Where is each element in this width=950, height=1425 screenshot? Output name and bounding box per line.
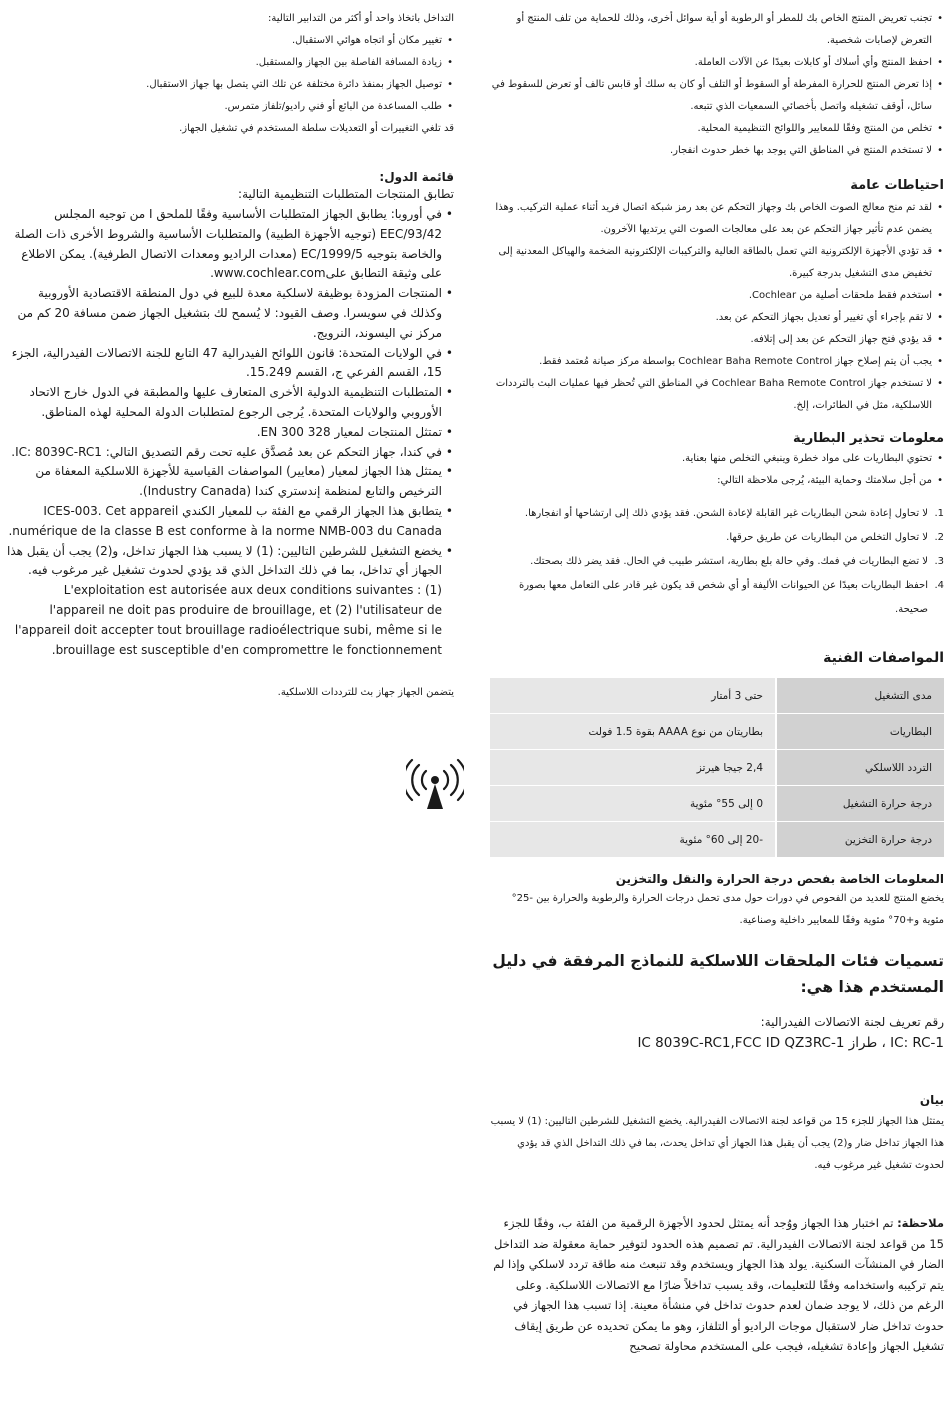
rf-line: يتضمن الجهاز جهاز بث للترددات اللاسلكية. [277,687,454,699]
list-item: 2. لا تحاول التخلص من البطاريات عن طريق حرقها. [726,532,944,543]
battery-warning-list [490,448,944,492]
fcc-ids: IC: RC-1 ، طراز IC 8039C-RC1,FCC ID QZ3RC-1 [637,1035,944,1051]
table-row [490,822,944,858]
spec-label: درجة حرارة التشغيل [776,786,944,822]
list-item: • لقد تم منح معالج الصوت الخاص بك وجهاز التحكم عن بعد رمز شبكة اتصال فريد أثناء عملية التركيب. وهذا يضمن عدم تأثير جهاز التحكم عن بعد على معالجات الصوت التي يرتديها الآخرون. [490,197,944,241]
list-item: • يمتثل هذا الجهاز لمعيار (معايير) المواصفات القياسية للأجهزة اللاسلكية المعفاة من الترخيص والتابع لمنظمة إندستري كندا (Industry Canada). [6,462,454,502]
list-item: • تجنب تعريض المنتج الخاص بك للمطر أو الرطوبة أو أية سوائل أخرى، وذلك للحماية من تلف المنتج أو التعرض لإصابات شخصية. [490,8,944,52]
list-item: • في كندا، جهاز التحكم عن بعد مُصدَّق عليه تحت رقم التصديق التالي: IC: 8039C-RC1. [6,443,454,463]
technical-specs-heading: المواصفات الفنية [823,650,944,666]
statement-heading: بيان [919,1093,944,1107]
list-item: • في أوروبا: يطابق الجهاز المتطلبات الأساسية وفقًا للملحق I من توجيه المجلس 93/42/EEC (توجيه الأجهزة الطبية) والمتطلبات الأساسية والشروط الأخرى ذات الصلة والخاصة بتوجيه 1999/5/EC (معدات الراديو ومعدات الاتصال الطرفية). يمكن الاطلاع على وثيقة التطابق علىwww.cochlear.com. [6,205,454,284]
list-item: 4. احفظ البطاريات بعيدًا عن الحيوانات الأليفة أو أي شخص قد يكون غير قادر على التعامل معها بصورة صحيحة. [518,580,944,615]
spec-label: مدى التشغيل [776,678,944,714]
country-list-items [6,205,454,660]
right-column [490,8,944,1357]
list-item: • لا تستخدم المنتج في المناطق التي يوجد بها خطر حدوث انفجار. [490,140,944,162]
fcc-label: رقم تعريف لجنة الاتصالات الفيدرالية: [760,1015,944,1029]
list-item: • يخضع التشغيل للشرطين التاليين: (1) لا يسبب هذا الجهاز تداخل، و(2) يجب أن يقبل هذا الجهاز أي تداخل، بما في ذلك التداخل الذي قد يؤدي لحدوث تشغيل غير مرغوب فيه. L'exploitation est autorisée aux deux conditions suivantes : (1) l'appareil ne doit pas produire de brouillage, et (2) l'utilisateur de l'appareil doit accepter tout brouillage radioélectrique subi, même si le brouillage est susceptible d'en compromettre le fonctionnement. [6,542,454,661]
list-item: • في الولايات المتحدة: قانون اللوائح الفيدرالية 47 التابع للجنة الاتصالات الفيدرالية، الجزء 15، القسم الفرعي ج، القسم 15.249. [6,344,454,384]
measures-list [6,30,454,118]
list-item: • يتطابق هذا الجهاز الرقمي مع الفئة ب للمعيار الكندي ICES-003. Cet appareil numérique de la classe B est conforme à la norme NMB-003 du Canada. [6,502,454,542]
spec-value: -20 إلى 60° مئوية [490,822,776,858]
table-row [490,678,944,714]
spec-label: البطاريات [776,714,944,750]
statement-text: يمتثل هذا الجهاز للجزء 15 من قواعد لجنة الاتصالات الفيدرالية. يخضع التشغيل للشرطين التاليين: (1) لا يسبب هذا الجهاز تداخل ضار و(2) يجب أن يقبل هذا الجهاز أي تداخل يحدث، بما في ذلك التداخل الذي قد يؤدي لحدوث تشغيل غير مرغوب فيه. [490,1116,944,1171]
spec-label: درجة حرارة التخزين [776,822,944,858]
battery-warning-heading: معلومات تحذير البطارية [792,431,944,446]
list-item: • قد تؤدي الأجهزة الإلكترونية التي تعمل بالطاقة العالية والتركيبات الإلكترونية الضخمة والهياكل المعدنية إلى تخفيض مدى التشغيل بدرجة كبيرة. [490,241,944,285]
list-item: • طلب المساعدة من البائع أو فني راديو/تلفاز متمرس. [6,96,454,118]
battery-numbered-list [490,502,944,622]
table-row [490,714,944,750]
spec-value: 0 إلى 55° مئوية [490,786,776,822]
spec-value: حتى 3 أمتار [490,678,776,714]
note-label: ملاحظة: [897,1216,944,1230]
list-item: • لا تقم بإجراء أي تغيير أو تعديل بجهاز التحكم عن بعد. [490,307,944,329]
list-item: • احفظ المنتج وأي أسلاك أو كابلات بعيدًا عن الآلات العاملة. [490,52,944,74]
note-paragraph [490,1213,944,1357]
list-item: 1. لا تحاول إعادة شحن البطاريات غير القابلة لإعادة الشحن. فقد يؤدي ذلك إلى ارتشاحها أو انفجارها. [524,508,944,519]
list-item: • قد يؤدي فتح جهاز التحكم عن بعد إلى إتلافه. [490,329,944,351]
list-item: 3. لا تضع البطاريات في فمك. وفي حالة بلع بطارية، استشر طبيب في الحال. فقد يضر ذلك بصحتك. [530,556,944,567]
general-precautions-list [490,197,944,417]
list-item: • تغيير مكان أو اتجاه هوائي الاستقبال. [6,30,454,52]
list-item: • تخلص من المنتج وفقًا للمعايير واللوائح التنظيمية المحلية. [490,118,944,140]
intro-line: التداخل باتخاذ واحد أو أكثر من التدابير التالية: [267,13,454,24]
list-item: • لا تستخدم جهاز Cochlear Baha Remote Control في المناطق التي تُحظر فيها عمليات البث بالترددات اللاسلكية، مثل في الطائرات، إلخ. [490,373,944,417]
transport-storage-heading: المعلومات الخاصة بفحص درجة الحرارة والنقل والتخزين [615,872,944,886]
spec-label: التردد اللاسلكي [776,750,944,786]
spec-value: بطاريتان من نوع AAAA بقوة 1.5 فولت [490,714,776,750]
table-row [490,750,944,786]
note-text: تم اختبار هذا الجهاز ووُجد أنه يمتثل لحدود الأجهزة الرقمية من الفئة ب، وفقًا للجزء 15 من قواعد لجنة الاتصالات الفيدرالية. تم تصميم هذه الحدود لتوفير حماية معقولة ضد التداخل الضار في المنشآت السكنية. يولد هذا الجهاز ويستخدم وقد تنبعث منه طاقة تردد لاسلكي وإذا لم يتم تركيبه واستخدامه وفقًا للتعليمات، وقد يسبب تداخلاً ضارًا مع الاتصالات اللاسلكية. وعلى الرغم من ذلك، لا يوجد ضمان لعدم حدوث تداخل في منشأة معينة. إذا تسبب هذا الجهاز في حدوث تداخل ضار لاستقبال موجات الراديو أو التلفاز، وهو ما يمكن تحديده عن طريق إيقاف تشغيل الجهاز وإعادة تشغيله، فيجب على المستخدم محاولة تصحيح [493,1216,944,1353]
left-column [6,8,454,704]
table-row [490,786,944,822]
list-item: • تحتوي البطاريات على مواد خطرة وينبغي التخلص منها بعناية. [490,448,944,470]
list-item: • المنتجات المزودة بوظيفة لاسلكية معدة للبيع في دول المنطقة الاقتصادية الأوروبية وكذلك في سويسرا. وصف القيود: لا يُسمح لك بتشغيل الجهاز ضمن مسافة 20 كم من مركز ني اليسوند، النرويج. [6,284,454,343]
list-item: • زيادة المسافة الفاصلة بين الجهاز والمستقبل. [6,52,454,74]
wireless-designations-heading: تسميات فئات الملحقات اللاسلكية للنماذج المرفقة في دليل المستخدم هذا هي: [492,952,944,996]
list-item: • توصيل الجهاز بمنفذ دائرة مختلفة عن تلك التي يتصل بها جهاز الاستقبال. [6,74,454,96]
changes-line: قد تلغي التغييرات أو التعديلات سلطة المستخدم في تشغيل الجهاز. [179,123,454,134]
list-item: • استخدم فقط ملحقات أصلية من Cochlear. [490,285,944,307]
specs-table [490,678,944,858]
spec-value: 2,4 جيجا هيرتز [490,750,776,786]
list-item: • من أجل سلامتك وحماية البيئة، يُرجى ملاحظة التالي: [490,470,944,492]
country-list-heading: قائمة الدول: [379,170,454,184]
intro-bullets [490,8,944,162]
list-item: • إذا تعرض المنتج للحرارة المفرطة أو السقوط أو التلف أو كان به سلك أو قابس تالف أو تعرض للسقوط في سائل، أوقف تشغيله واتصل بأخصائي السمعيات الذي تتبعه. [490,74,944,118]
list-item: • تمتثل المنتجات لمعيار EN 300 328. [6,423,454,443]
transport-storage-text: يخضع المنتج للعديد من الفحوص في دورات حول مدى تحمل درجات الحرارة والرطوبة والحرارة بين -25° مئوية و+70° مئوية وفقًا للمعايير داخلية وصناعية. [511,893,944,926]
general-precautions-heading: احتياطات عامة [850,178,944,193]
list-item: • يجب أن يتم إصلاح جهاز Cochlear Baha Remote Control بواسطة مركز صيانة مُعتمد فقط. [490,351,944,373]
list-item: • المتطلبات التنظيمية الدولية الأخرى المتعارف عليها والمطبقة في الدول خارج الاتحاد الأوروبي والولايات المتحدة. يُرجى الرجوع لمتطلبات الدولة المحلية لهذه المناطق. [6,383,454,423]
non-ionizing-radiation-icon [406,757,464,817]
country-list-subtitle: تطابق المنتجات المتطلبات التنظيمية التالية: [238,187,454,201]
